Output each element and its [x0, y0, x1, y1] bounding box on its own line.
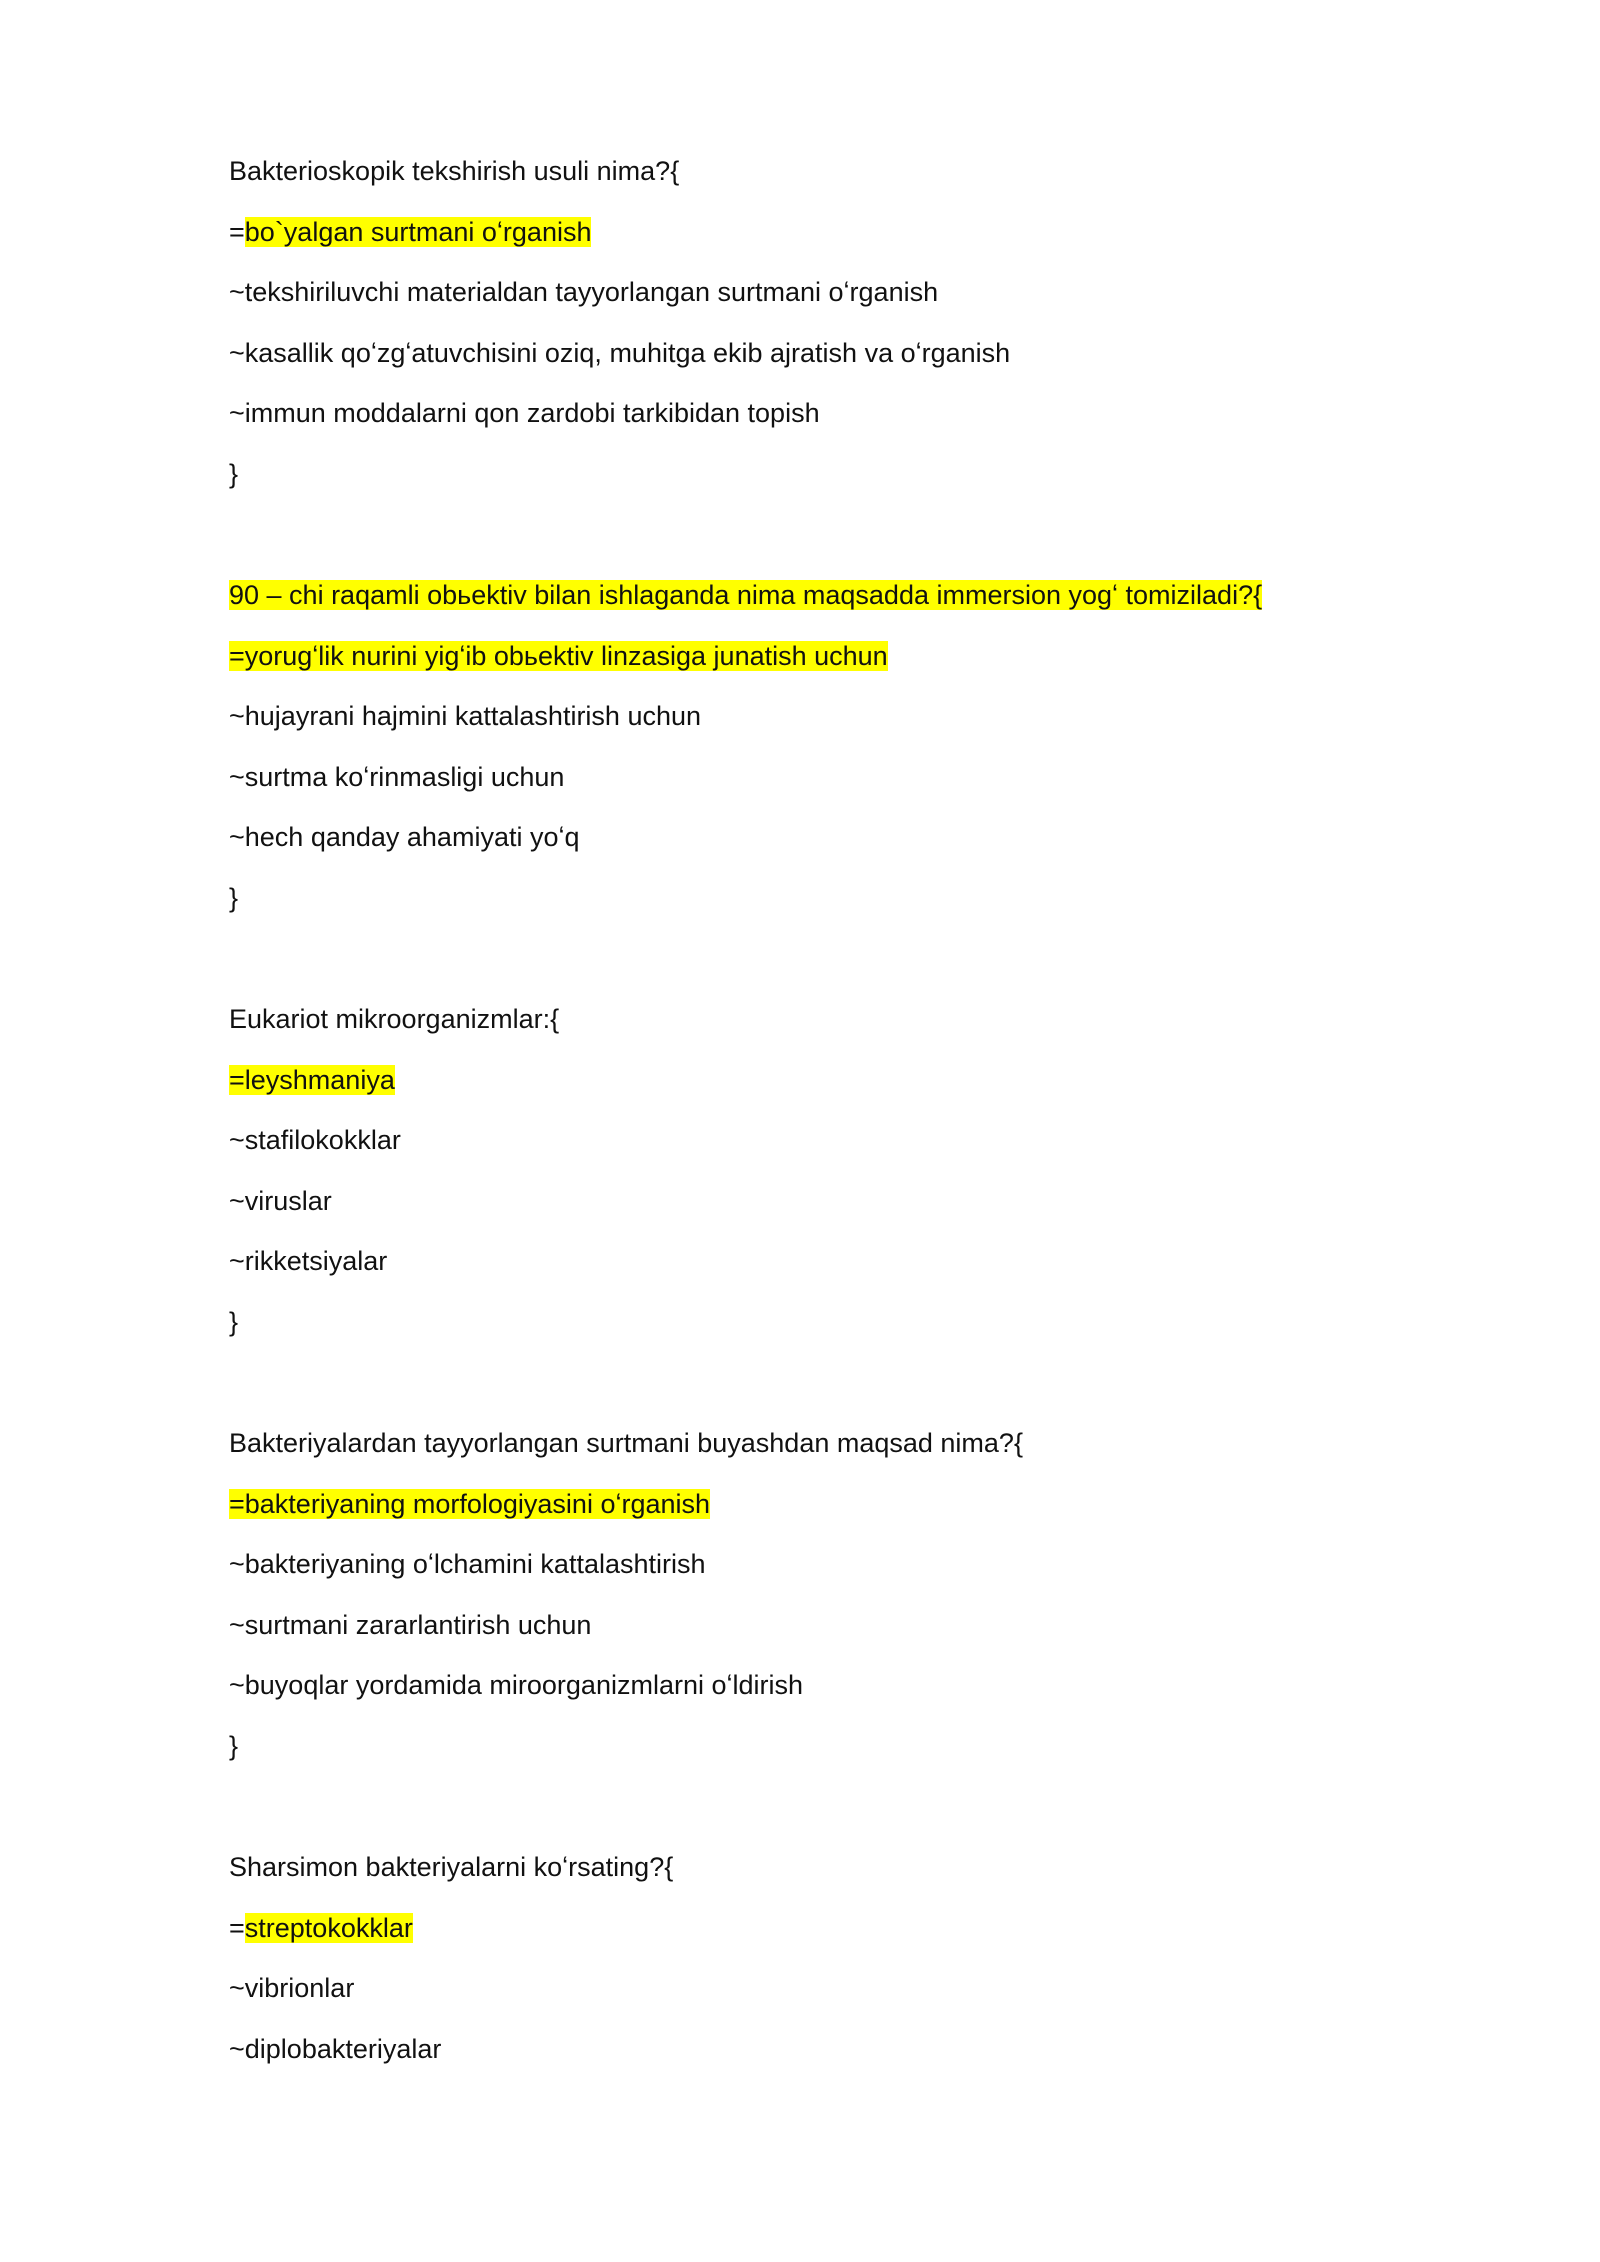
- wrong-option: ~hech qanday ahamiyati yoʻq: [229, 822, 580, 852]
- closing-brace: }: [229, 1730, 239, 1761]
- wrong-option: ~vibrionlar: [229, 1973, 355, 2003]
- wrong-option: ~immun moddalarni qon zardobi tarkibidan topish: [229, 398, 820, 428]
- question-block: [229, 1837, 1429, 2079]
- question-text: Bakteriyalardan tayyorlangan surtmani buyashdan maqsad nima?{: [229, 1428, 1023, 1458]
- wrong-option: ~kasallik qoʻzgʻatuvchisini oziq, muhitga ekib ajratish va oʻrganish: [229, 337, 1011, 368]
- answer-highlight: bo`yalgan surtmani oʻrganish: [244, 216, 592, 247]
- wrong-option: ~bakteriyaning oʻlchamini kattalashtirish: [229, 1549, 706, 1579]
- question-text: Eukariot mikroorganizmlar:{: [229, 1004, 560, 1034]
- wrong-option: ~rikketsiyalar: [229, 1246, 388, 1276]
- wrong-option: ~buyoqlar yordamida miroorganizmlarni oʻldirish: [229, 1670, 804, 1700]
- correct-answer: [229, 1050, 1429, 1111]
- answer-highlight: =yorugʻlik nurini yigʻib obьektiv linzasiga junatish uchun: [229, 640, 888, 671]
- wrong-option: ~viruslar: [229, 1185, 332, 1216]
- correct-answer: [229, 626, 1429, 687]
- answer-highlight: streptokokklar: [244, 1912, 413, 1943]
- closing-brace: }: [229, 882, 239, 913]
- answer-prefix: =: [229, 216, 245, 247]
- wrong-option: ~stafilokokklar: [229, 1125, 401, 1155]
- question-block: [229, 141, 1429, 504]
- question-text: Sharsimon bakteriyalarni koʻrsating?{: [229, 1852, 674, 1882]
- wrong-option: ~tekshiriluvchi materialdan tayyorlangan surtmani oʻrganish: [229, 277, 939, 307]
- answer-highlight: =leyshmaniya: [229, 1064, 395, 1095]
- wrong-option: ~surtmani zararlantirish uchun: [229, 1609, 592, 1640]
- question-highlight: 90 – chi raqamli obьektiv bilan ishlaganda nima maqsadda immersion yogʻ tomiziladi?{: [229, 580, 1263, 610]
- wrong-option: ~diplobakteriyalar: [229, 2033, 442, 2064]
- answer-highlight: =bakteriyaning morfologiyasini oʻrganish: [229, 1488, 711, 1519]
- closing-brace: }: [229, 1306, 239, 1337]
- question-block: [229, 1413, 1429, 1776]
- question-block: [229, 565, 1429, 928]
- correct-answer: [229, 202, 1429, 263]
- wrong-option: ~hujayrani hajmini kattalashtirish uchun: [229, 701, 702, 731]
- closing-brace: }: [229, 458, 239, 489]
- wrong-option: ~surtma koʻrinmasligi uchun: [229, 761, 565, 792]
- question-block: [229, 989, 1429, 1352]
- question-text: Bakterioskopik tekshirish usuli nima?{: [229, 156, 680, 186]
- correct-answer: [229, 1898, 1429, 1959]
- answer-prefix: =: [229, 1912, 245, 1943]
- correct-answer: [229, 1474, 1429, 1535]
- question-text: [229, 565, 1429, 626]
